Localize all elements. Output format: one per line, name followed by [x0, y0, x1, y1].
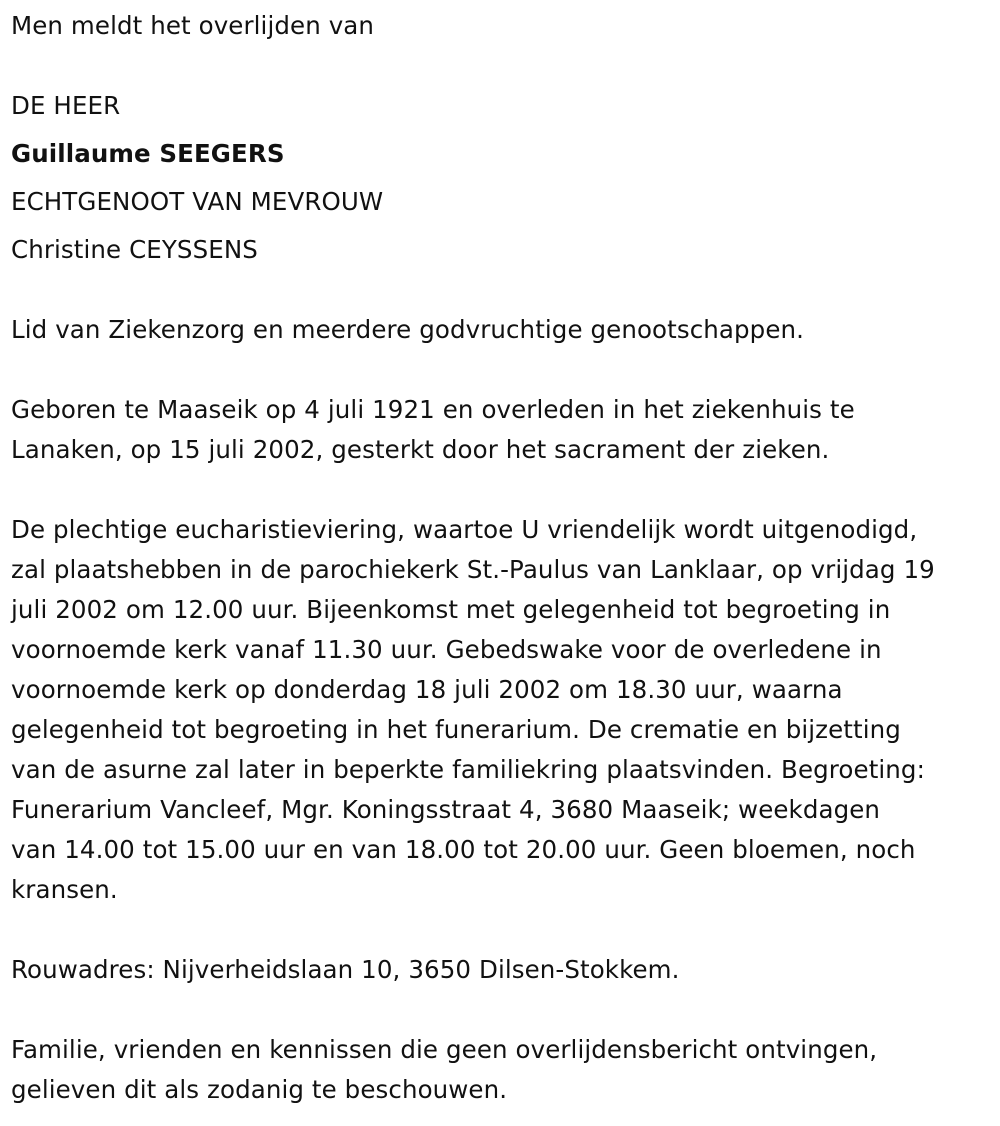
paragraph-line: van 14.00 tot 15.00 uur en van 18.00 tot 20.00 uur. Geen bloemen, noch — [11, 835, 916, 864]
paragraph-line: zal plaatshebben in de parochiekerk St.-Paulus van Lanklaar, op vrijdag 19 — [11, 555, 935, 584]
paragraph-line: van de asurne zal later in beperkte familiekring plaatsvinden. Begroeting: — [11, 755, 925, 784]
intro-text: Men meldt het overlijden van — [11, 11, 375, 40]
paragraph-line: voornoemde kerk op donderdag 18 juli 2002 om 18.30 uur, waarna — [11, 675, 843, 704]
paragraph-line: Geboren te Maaseik op 4 juli 1921 en overleden in het ziekenhuis te — [11, 395, 855, 424]
salutation: DE HEER — [11, 91, 121, 120]
paragraph-line: Funerarium Vancleef, Mgr. Koningsstraat 4, 3680 Maaseik; weekdagen — [11, 795, 881, 824]
paragraph-line: voornoemde kerk vanaf 11.30 uur. Gebedswake voor de overledene in — [11, 635, 882, 664]
spouse-label: ECHTGENOOT VAN MEVROUW — [11, 187, 384, 216]
paragraph-line: Lanaken, op 15 juli 2002, gesterkt door het sacrament der zieken. — [11, 435, 830, 464]
paragraph-line: gelieven dit als zodanig te beschouwen. — [11, 1075, 508, 1104]
paragraph-line: De plechtige eucharistieviering, waartoe U vriendelijk wordt uitgenodigd, — [11, 515, 918, 544]
paragraph-line: Familie, vrienden en kennissen die geen overlijdensbericht ontvingen, — [11, 1035, 878, 1064]
paragraph-line: gelegenheid tot begroeting in het funerarium. De crematie en bijzetting — [11, 715, 901, 744]
deceased-name: Guillaume SEEGERS — [11, 139, 285, 168]
paragraph-line: juli 2002 om 12.00 uur. Bijeenkomst met gelegenheid tot begroeting in — [11, 595, 891, 624]
mourning-address: Rouwadres: Nijverheidslaan 10, 3650 Dilsen-Stokkem. — [11, 955, 680, 984]
paragraph-line: kransen. — [11, 875, 118, 904]
spouse-name: Christine CEYSSENS — [11, 235, 258, 264]
membership-text: Lid van Ziekenzorg en meerdere godvruchtige genootschappen. — [11, 315, 805, 344]
